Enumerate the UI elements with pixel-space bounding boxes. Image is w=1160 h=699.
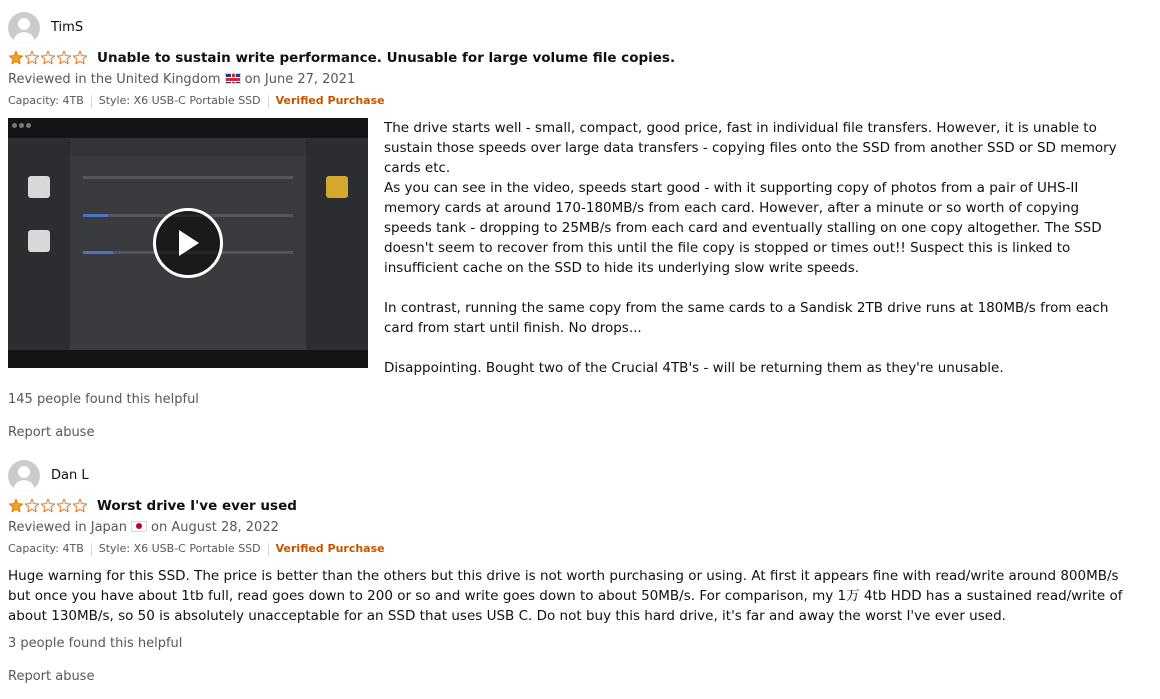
style-label[interactable]: Style: X6 USB-C Portable SSD bbox=[98, 94, 261, 107]
review-date bbox=[8, 518, 1148, 538]
style-label[interactable]: Style: X6 USB-C Portable SSD bbox=[98, 542, 261, 555]
review-paragraph: In contrast, running the same copy from the same cards to a Sandisk 2TB drive runs at 180MB/s from each card from start until finish. No drops... bbox=[384, 300, 1109, 336]
japan-flag-icon bbox=[131, 521, 147, 532]
review-paragraph: Disappointing. Bought two of the Crucial 4TB's - will be returning them as they're unusable. bbox=[384, 360, 1004, 376]
divider bbox=[91, 95, 92, 108]
review-video[interactable] bbox=[8, 118, 368, 368]
star-empty-icon bbox=[72, 50, 88, 66]
play-button[interactable] bbox=[153, 208, 223, 278]
review-date-text: on August 28, 2022 bbox=[151, 520, 279, 535]
helpful-count: 145 people found this helpful bbox=[8, 392, 199, 407]
review-date-text: on June 27, 2021 bbox=[244, 72, 356, 87]
uk-flag-icon bbox=[225, 73, 241, 84]
star-empty-icon bbox=[56, 498, 72, 514]
star-empty-icon bbox=[40, 498, 56, 514]
star-filled-icon bbox=[8, 50, 24, 66]
divider bbox=[268, 543, 269, 556]
review-body bbox=[384, 118, 1129, 378]
report-abuse-link[interactable]: Report abuse bbox=[8, 669, 95, 684]
reviewer-name[interactable]: TimS bbox=[51, 20, 84, 35]
product-format bbox=[8, 91, 1148, 111]
star-empty-icon bbox=[72, 498, 88, 514]
report-abuse-link[interactable]: Report abuse bbox=[8, 425, 95, 440]
capacity-label[interactable]: Capacity: 4TB bbox=[8, 542, 84, 555]
avatar[interactable] bbox=[8, 460, 40, 492]
play-icon bbox=[175, 228, 201, 258]
review-location: Reviewed in the United Kingdom bbox=[8, 72, 221, 87]
review-body: Huge warning for this SSD. The price is better than the others but this drive is not worth purchasing or using. At first it appears fine with read/write around 800MB/s but once you have about 1tb full, read goes down to 200 or so and write goes down to about 50MB/s. For comparison, my 1万 4tb HDD has a sustained read/write of about 130MB/s, so 50 is absolutely unacceptable for an SSD that uses USB C. Do not buy this hard drive, it's far and away the worst I've ever used. bbox=[8, 568, 1123, 624]
destination-drive-icon bbox=[326, 176, 348, 198]
star-empty-icon bbox=[56, 50, 72, 66]
star-rating[interactable] bbox=[8, 50, 88, 66]
verified-purchase-badge: Verified Purchase bbox=[275, 94, 385, 107]
verified-purchase-badge: Verified Purchase bbox=[275, 542, 385, 555]
star-empty-icon bbox=[24, 50, 40, 66]
source-drive-icon bbox=[28, 230, 50, 252]
helpful-count: 3 people found this helpful bbox=[8, 636, 183, 651]
avatar[interactable] bbox=[8, 12, 40, 44]
divider bbox=[268, 95, 269, 108]
star-empty-icon bbox=[24, 498, 40, 514]
review-date bbox=[8, 70, 1148, 90]
review-title[interactable]: Unable to sustain write performance. Unusable for large volume file copies. bbox=[97, 50, 676, 66]
source-drive-icon bbox=[28, 176, 50, 198]
reviewer-name[interactable]: Dan L bbox=[51, 468, 89, 483]
star-filled-icon bbox=[8, 498, 24, 514]
star-rating[interactable] bbox=[8, 498, 88, 514]
review-card bbox=[8, 460, 1148, 687]
divider bbox=[91, 543, 92, 556]
reviewer-profile[interactable] bbox=[8, 460, 1148, 491]
reviewer-profile[interactable] bbox=[8, 12, 1148, 43]
star-empty-icon bbox=[40, 50, 56, 66]
review-paragraph: The drive starts well - small, compact, good price, fast in individual file transfers. However, it is unable to sustain those speeds over large data transfers - copying files onto the SSD from another SSD or SD memory cards etc. As you can see in the video, speeds start good - with it supporting copy of photos from a pair of UHS-II memory cards at around 170-180MB/s from each card. However, after a minute or so worth of copying speeds tank - dropping to 25MB/s from each card and eventually stalling on one copy altogether. The SSD doesn't seem to recover from this until the file copy is stopped or times out!! Suspect this is linked to insufficient cache on the SSD to hide its underlying slow write speeds. bbox=[384, 120, 1117, 276]
product-format bbox=[8, 539, 1148, 559]
review-card bbox=[8, 12, 1148, 443]
review-title[interactable]: Worst drive I've ever used bbox=[97, 498, 297, 514]
capacity-label[interactable]: Capacity: 4TB bbox=[8, 94, 84, 107]
review-location: Reviewed in Japan bbox=[8, 520, 128, 535]
